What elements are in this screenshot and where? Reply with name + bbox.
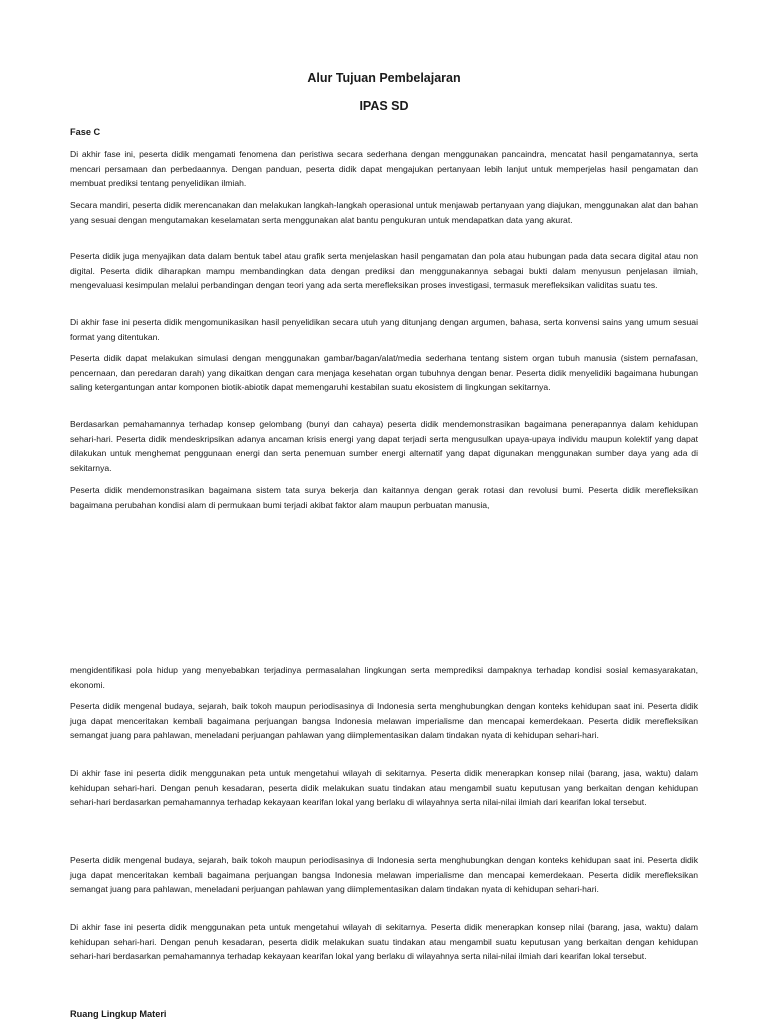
paragraph: Peserta didik juga menyajikan data dalam bentuk tabel atau grafik serta menjelaskan hasil pengamatan dan pola atau hubungan pada data secara digital atau non digital. Peserta didik diharapkan mampu membandingkan data dengan prediksi dan menggunakannya sebagai bukti dalam menyusun penjelasan ilmiah, mengevaluasi kesimpulan melalui perbandingan dengan teori yang ada serta merefleksikan proses investigasi, termasuk merefleksikan validitas suatu tes.: [70, 251, 698, 291]
paragraph: Di akhir fase ini, peserta didik mengamati fenomena dan peristiwa secara sederhana dengan menggunakan pancaindra, mencatat hasil pengamatannya, serta mencari persamaan dan perbedaannya. Dengan panduan, peserta didik dapat mengajukan pertanyaan lebih lanjut untuk memperjelas hasil pengamatan dan membuat prediksi tentang penyelidikan ilmiah.: [70, 149, 698, 189]
paragraph: Berdasarkan pemahamannya terhadap konsep gelombang (bunyi dan cahaya) peserta didik mendemonstrasikan bagaimana penerapannya dalam kehidupan sehari-hari. Peserta didik mendeskripsikan adanya ancaman krisis energi yang dapat terjadi serta mengusulkan upaya-upaya individu maupun kolektif yang dapat dilakukan untuk menghemat penggunaan energi dan serta penemuan sumber energi alternatif yang dapat digunakan menggunakan sumber daya yang ada di sekitarnya.: [70, 419, 698, 473]
document-title: Alur Tujuan Pembelajaran: [307, 71, 461, 85]
paragraph: Peserta didik dapat melakukan simulasi dengan menggunakan gambar/bagan/alat/media sederhana tentang sistem organ tubuh manusia (sistem pernafasan, pencernaan, dan peredaran darah) yang dikaitkan dengan cara menjaga kesehatan organ tubuhnya dengan benar. Peserta didik menyelidiki bagaimana hubungan saling ketergantungan antar komponen biotik-abiotik dapat memengaruhi kestabilan suatu ekosistem di lingkungan sekitarnya.: [70, 353, 698, 393]
paragraph: Di akhir fase ini peserta didik mengomunikasikan hasil penyelidikan secara utuh yang ditunjang dengan argumen, bahasa, serta konvensi sains yang umum sesuai format yang ditentukan.: [70, 317, 698, 342]
paragraph: Secara mandiri, peserta didik merencanakan dan melakukan langkah-langkah operasional untuk menjawab pertanyaan yang diajukan, menggunakan alat dan bahan yang sesuai dengan mengutamakan keselamatan serta menggunakan alat bantu pengukuran untuk mendapatkan data yang akurat.: [70, 200, 698, 225]
paragraph: Di akhir fase ini peserta didik menggunakan peta untuk mengetahui wilayah di sekitarnya. Peserta didik menerapkan konsep nilai (barang, jasa, waktu) dalam kehidupan sehari-hari. Dengan penuh kesadaran, peserta didik melakukan suatu tindakan atau mengambil suatu keputusan yang berkaitan dengan kehidupan sehari-hari berdasarkan pemahamannya terhadap kekayaan kearifan lokal yang berlaku di wilayahnya serta nilai-nilai ilmiah dari kearifan lokal tersebut.: [70, 922, 698, 962]
footer-heading: Ruang Lingkup Materi: [70, 1009, 167, 1019]
document-subtitle: IPAS SD: [359, 99, 409, 113]
paragraph: mengidentifikasi pola hidup yang menyebabkan terjadinya permasalahan lingkungan serta memprediksi dampaknya terhadap kondisi sosial kemasyarakatan, ekonomi.: [70, 665, 698, 690]
paragraph: Peserta didik mendemonstrasikan bagaimana sistem tata surya bekerja dan kaitannya dengan gerak rotasi dan revolusi bumi. Peserta didik merefleksikan bagaimana perubahan kondisi alam di permukaan bumi terjadi akibat faktor alam maupun perbuatan manusia,: [70, 485, 698, 510]
paragraph: Peserta didik mengenal budaya, sejarah, baik tokoh maupun periodisasinya di Indonesia serta menghubungkan dengan konteks kehidupan saat ini. Peserta didik juga dapat menceritakan kembali bagaimana perjuangan bangsa Indonesia melawan imperialisme dan mencapai kemerdekaan. Peserta didik merefleksikan semangat juang para pahlawan, meneladani perjuangan pahlawan yang diimplementasikan dalam tindakan nyata di kehidupan sehari-hari.: [70, 701, 698, 741]
section-label: Fase C: [70, 127, 101, 137]
paragraph: Peserta didik mengenal budaya, sejarah, baik tokoh maupun periodisasinya di Indonesia serta menghubungkan dengan konteks kehidupan saat ini. Peserta didik juga dapat menceritakan kembali bagaimana perjuangan bangsa Indonesia melawan imperialisme dan mencapai kemerdekaan. Peserta didik merefleksikan semangat juang para pahlawan, meneladani perjuangan pahlawan yang diimplementasikan dalam tindakan nyata di kehidupan sehari-hari.: [70, 855, 698, 895]
paragraph: Di akhir fase ini peserta didik menggunakan peta untuk mengetahui wilayah di sekitarnya. Peserta didik menerapkan konsep nilai (barang, jasa, waktu) dalam kehidupan sehari-hari. Dengan penuh kesadaran, peserta didik melakukan suatu tindakan atau mengambil suatu keputusan yang berkaitan dengan kehidupan sehari-hari berdasarkan pemahamannya terhadap kekayaan kearifan lokal yang berlaku di wilayahnya serta nilai-nilai ilmiah dari kearifan lokal tersebut.: [70, 768, 698, 808]
